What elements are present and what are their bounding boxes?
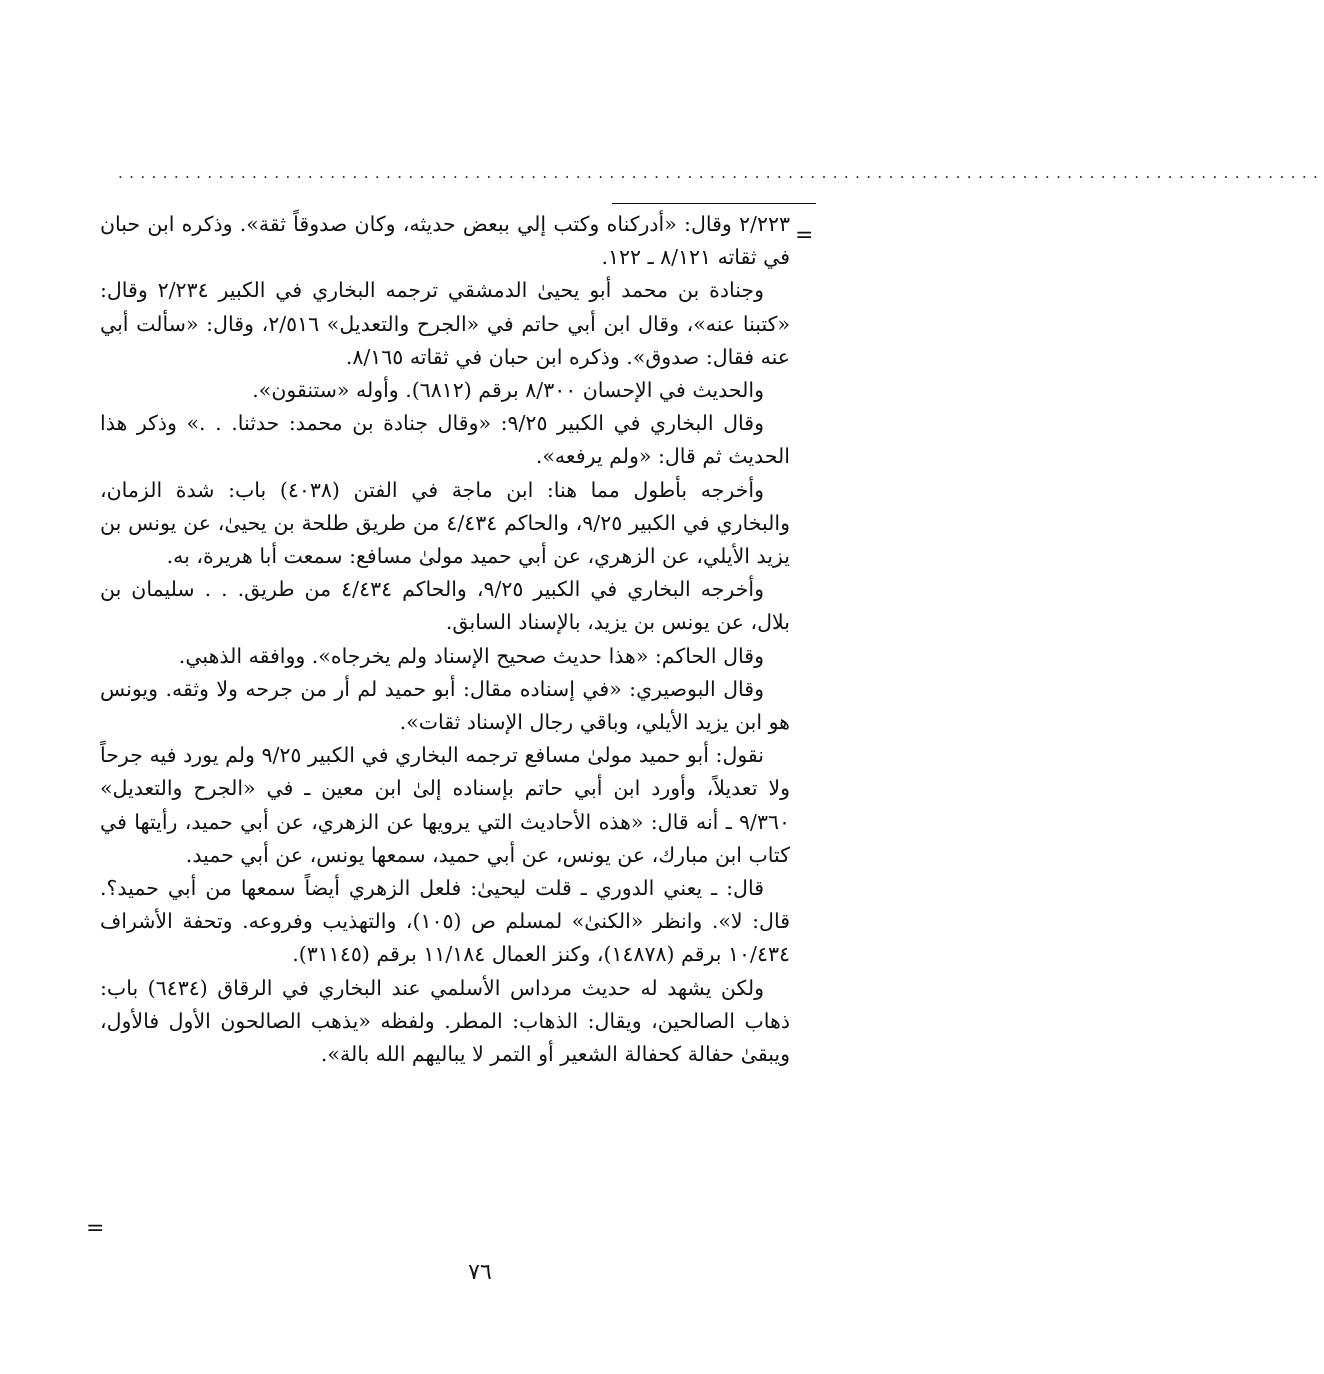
paragraph: ٢/٢٢٣ وقال: «أدركناه وكتب إلي ببعض حديثه، وكان صدوقاً ثقة». وذكره ابن حبان في ثقاته ٨/١٢١ ـ ١٢٢.	[100, 212, 790, 270]
dotted-separator: ............................................................................................................	[118, 164, 1324, 182]
continuation-mark-bottom: =	[86, 1216, 105, 1241]
paragraph: وأخرجه بأطول مما هنا: ابن ماجة في الفتن (٤٠٣٨) باب: شدة الزمان، والبخاري في الكبير ٩/٢٥، والحاكم ٤/٤٣٤ من طريق طلحة بن يحيىٰ، عن يونس بن يزيد الأيلي، عن الزهري، عن أبي حميد مولىٰ مسافع: سمعت أبا هريرة، به.	[100, 477, 790, 569]
paragraph: والحديث في الإحسان ٨/٣٠٠ برقم (٦٨١٢). وأوله «ستنقون».	[252, 378, 764, 403]
footnote-text	[100, 208, 790, 1071]
paragraph: وجنادة بن محمد أبو يحيىٰ الدمشقي ترجمه البخاري في الكبير ٢/٢٣٤ وقال: «كتبنا عنه»، وقال ابن أبي حاتم في «الجرح والتعديل» ٢/٥١٦، وقال: «سألت أبي عنه فقال: صدوق». وذكره ابن حبان في ثقاته ٨/١٦٥.	[100, 278, 790, 369]
paragraph: ولكن يشهد له حديث مرداس الأسلمي عند البخاري في الرقاق (٦٤٣٤) باب: ذهاب الصالحين، ويقال: الذهاب: المطر. ولفظه «يذهب الصالحون الأول فالأول، ويبقىٰ حفالة كحفالة الشعير أو التمر لا يباليهم الله بالة».	[100, 975, 790, 1067]
page-number: ٧٦	[468, 1260, 492, 1285]
paragraph: وأخرجه البخاري في الكبير ٩/٢٥، والحاكم ٤/٤٣٤ من طريق. . . سليمان بن بلال، عن يونس بن يزيد، بالإسناد السابق.	[100, 577, 790, 635]
paragraph: وقال البوصيري: «في إسناده مقال: أبو حميد لم أر من جرحه ولا وثقه. ويونس هو ابن يزيد الأيلي، وباقي رجال الإسناد ثقات».	[100, 676, 790, 735]
paragraph: وقال الحاكم: «هذا حديث صحيح الإسناد ولم يخرجاه». ووافقه الذهبي.	[178, 643, 764, 668]
paragraph: قال: ـ يعني الدوري ـ قلت ليحيىٰ: فلعل الزهري أيضاً سمعها من أبي حميد؟. قال: لا». وانظر «الكنىٰ» لمسلم ص (١٠٥)، والتهذيب وفروعه. وتحفة الأشراف ١٠/٤٣٤ برقم (١٤٨٧٨)، وكنز العمال ١١/١٨٤ برقم (٣١١٤٥).	[100, 876, 790, 967]
continuation-mark-top: =	[795, 223, 814, 248]
footnote-rule	[612, 203, 816, 204]
paragraph: وقال البخاري في الكبير ٩/٢٥: «وقال جنادة بن محمد: حدثنا. . .» وذكر هذا الحديث ثم قال: «ولم يرفعه».	[100, 411, 790, 469]
paragraph: نقول: أبو حميد مولىٰ مسافع ترجمه البخاري في الكبير ٩/٢٥ ولم يورد فيه جرحاً ولا تعديلاً، وأورد ابن أبي حاتم بإسناده إلىٰ ابن معين ـ في «الجرح والتعديل» ٩/٣٦٠ ـ أنه قال: «هذه الأحاديث التي يرويها عن الزهري، عن أبي حميد، رأيتها في كتاب ابن مبارك، عن يونس، عن أبي حميد، سمعها يونس، عن أبي حميد.	[100, 743, 790, 867]
